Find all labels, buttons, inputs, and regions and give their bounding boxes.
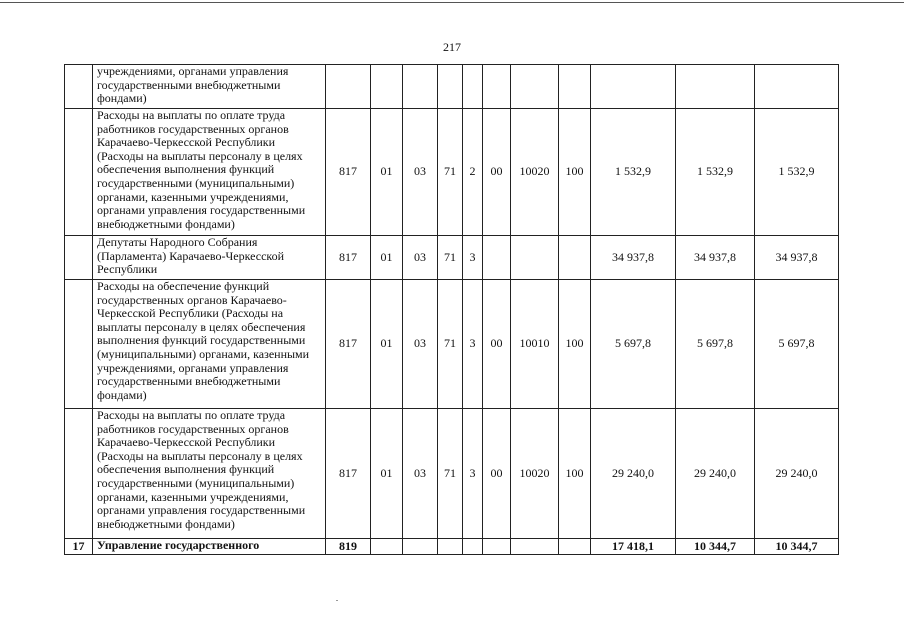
subsection-code-cell: 03: [403, 409, 438, 539]
table-row: [65, 539, 839, 555]
expense-code-cell: 10020: [511, 409, 559, 539]
expense-name-line: Расходы на обеспечение функций: [97, 279, 270, 293]
table-row: [65, 109, 839, 236]
amount-year1-cell: 34 937,8: [591, 236, 676, 280]
expense-type-cell: 100: [559, 409, 591, 539]
amount-year2-cell: 29 240,0: [676, 409, 755, 539]
expense-name-line: государственными внебюджетными: [97, 77, 281, 92]
direction-code-cell: [483, 65, 511, 109]
expense-name-line: Республики: [97, 262, 158, 277]
program-code-cell: 71: [438, 409, 463, 539]
subprogram-code-cell: 3: [463, 280, 483, 409]
row-number-cell: [65, 409, 93, 539]
amount-year1-cell: 1 532,9: [591, 109, 676, 236]
expense-name-line: Карачаево-Черкесской Республики: [97, 135, 276, 150]
expense-name-line: органами, казенными учреждениями,: [97, 189, 289, 204]
row-number-cell: 17: [65, 539, 93, 555]
program-code-cell: 71: [438, 109, 463, 236]
amount-year2-cell: 1 532,9: [676, 109, 755, 236]
row-number-cell: [65, 236, 93, 280]
expense-name-line: (Расходы на выплаты персоналу в целях: [97, 448, 303, 463]
row-number-cell: [65, 280, 93, 409]
subsection-code-cell: [403, 539, 438, 555]
expense-type-cell: [559, 236, 591, 280]
expense-type-cell: 100: [559, 109, 591, 236]
amount-year3-cell: 10 344,7: [755, 539, 839, 555]
amount-year3-cell: [755, 65, 839, 109]
subprogram-code-cell: [463, 65, 483, 109]
expense-name-cell: [93, 65, 326, 109]
expense-name-line: внебюджетными фондами): [97, 216, 235, 231]
expense-name-line: государственными (муниципальными): [97, 175, 295, 190]
direction-code-cell: [483, 236, 511, 280]
expense-name-cell: [93, 236, 326, 280]
ministry-code-cell: 819: [326, 539, 371, 555]
ministry-code-cell: 817: [326, 280, 371, 409]
expense-name-line: фондами): [97, 91, 147, 106]
expense-name-line: фондами): [97, 387, 147, 402]
expense-name-cell: [93, 409, 326, 539]
subprogram-code-cell: 3: [463, 236, 483, 280]
amount-year1-cell: 17 418,1: [591, 539, 676, 555]
row-number-cell: [65, 109, 93, 236]
ministry-code-cell: 817: [326, 109, 371, 236]
table-row: [65, 409, 839, 539]
subprogram-code-cell: [463, 539, 483, 555]
expense-name-line: государственных органов Карачаево-: [97, 292, 287, 307]
expense-code-cell: 10010: [511, 280, 559, 409]
expense-name-line: Расходы на выплаты по оплате труда: [97, 408, 286, 422]
expense-name-line: Управление государственного: [97, 538, 260, 552]
direction-code-cell: 00: [483, 109, 511, 236]
expense-name-cell: [93, 539, 326, 555]
expense-name-line: обеспечения выполнения функций: [97, 462, 275, 477]
direction-code-cell: 00: [483, 409, 511, 539]
amount-year1-cell: 5 697,8: [591, 280, 676, 409]
program-code-cell: [438, 539, 463, 555]
program-code-cell: 71: [438, 236, 463, 280]
direction-code-cell: 00: [483, 280, 511, 409]
expense-type-cell: 100: [559, 280, 591, 409]
expense-name-line: (Расходы на выплаты персоналу в целях: [97, 148, 303, 163]
expense-name-line: Депутаты Народного Собрания: [97, 235, 258, 249]
ministry-code-cell: 817: [326, 409, 371, 539]
ministry-code-cell: [326, 65, 371, 109]
expense-name-cell: [93, 280, 326, 409]
subsection-code-cell: [403, 65, 438, 109]
section-code-cell: 01: [371, 280, 403, 409]
expense-name-line: выплаты персоналу в целях обеспечения: [97, 319, 306, 334]
expense-name-line: внебюджетными фондами): [97, 516, 235, 531]
expense-name-line: Черкесской Республики (Расходы на: [97, 306, 284, 321]
amount-year1-cell: [591, 65, 676, 109]
expense-name-line: работников государственных органов: [97, 421, 289, 436]
expense-code-cell: [511, 236, 559, 280]
row-number-cell: [65, 65, 93, 109]
budget-table: [64, 64, 839, 555]
amount-year2-cell: 10 344,7: [676, 539, 755, 555]
expense-name-line: Расходы на выплаты по оплате труда: [97, 108, 286, 122]
expense-name-line: Карачаево-Черкесской Республики: [97, 435, 276, 450]
amount-year2-cell: 5 697,8: [676, 280, 755, 409]
section-code-cell: 01: [371, 109, 403, 236]
expense-name-line: органами, казенными учреждениями,: [97, 489, 289, 504]
amount-year3-cell: 1 532,9: [755, 109, 839, 236]
amount-year2-cell: 34 937,8: [676, 236, 755, 280]
expense-name-line: органами управления государственными: [97, 203, 306, 218]
program-code-cell: [438, 65, 463, 109]
table-row: [65, 280, 839, 409]
amount-year3-cell: 29 240,0: [755, 409, 839, 539]
expense-name-line: (муниципальными) органами, казенными: [97, 346, 310, 361]
expense-name-line: (Парламента) Карачаево-Черкесской: [97, 248, 285, 263]
subsection-code-cell: 03: [403, 109, 438, 236]
amount-year3-cell: 5 697,8: [755, 280, 839, 409]
section-code-cell: 01: [371, 236, 403, 280]
expense-code-cell: [511, 539, 559, 555]
subsection-code-cell: 03: [403, 236, 438, 280]
expense-name-line: работников государственных органов: [97, 121, 289, 136]
page-number: 217: [443, 40, 461, 54]
expense-name-line: выполнения функций государственными: [97, 333, 306, 348]
ministry-code-cell: 817: [326, 236, 371, 280]
expense-type-cell: [559, 65, 591, 109]
expense-name-line: обеспечения выполнения функций: [97, 162, 275, 177]
table-row: [65, 236, 839, 280]
section-code-cell: 01: [371, 409, 403, 539]
expense-type-cell: [559, 539, 591, 555]
program-code-cell: 71: [438, 280, 463, 409]
expense-name-line: учреждениями, органами управления: [97, 360, 289, 375]
table-row: [65, 65, 839, 109]
subprogram-code-cell: 2: [463, 109, 483, 236]
expense-name-line: государственными (муниципальными): [97, 475, 295, 490]
expense-name-line: учреждениями, органами управления: [97, 64, 289, 78]
page-top-edge: [0, 2, 904, 3]
amount-year2-cell: [676, 65, 755, 109]
amount-year1-cell: 29 240,0: [591, 409, 676, 539]
expense-name-line: органами управления государственными: [97, 503, 306, 518]
expense-name-line: государственными внебюджетными: [97, 374, 281, 389]
direction-code-cell: [483, 539, 511, 555]
scan-speck: [336, 600, 338, 601]
expense-name-cell: [93, 109, 326, 236]
section-code-cell: [371, 65, 403, 109]
section-code-cell: [371, 539, 403, 555]
subprogram-code-cell: 3: [463, 409, 483, 539]
subsection-code-cell: 03: [403, 280, 438, 409]
expense-code-cell: [511, 65, 559, 109]
amount-year3-cell: 34 937,8: [755, 236, 839, 280]
expense-code-cell: 10020: [511, 109, 559, 236]
